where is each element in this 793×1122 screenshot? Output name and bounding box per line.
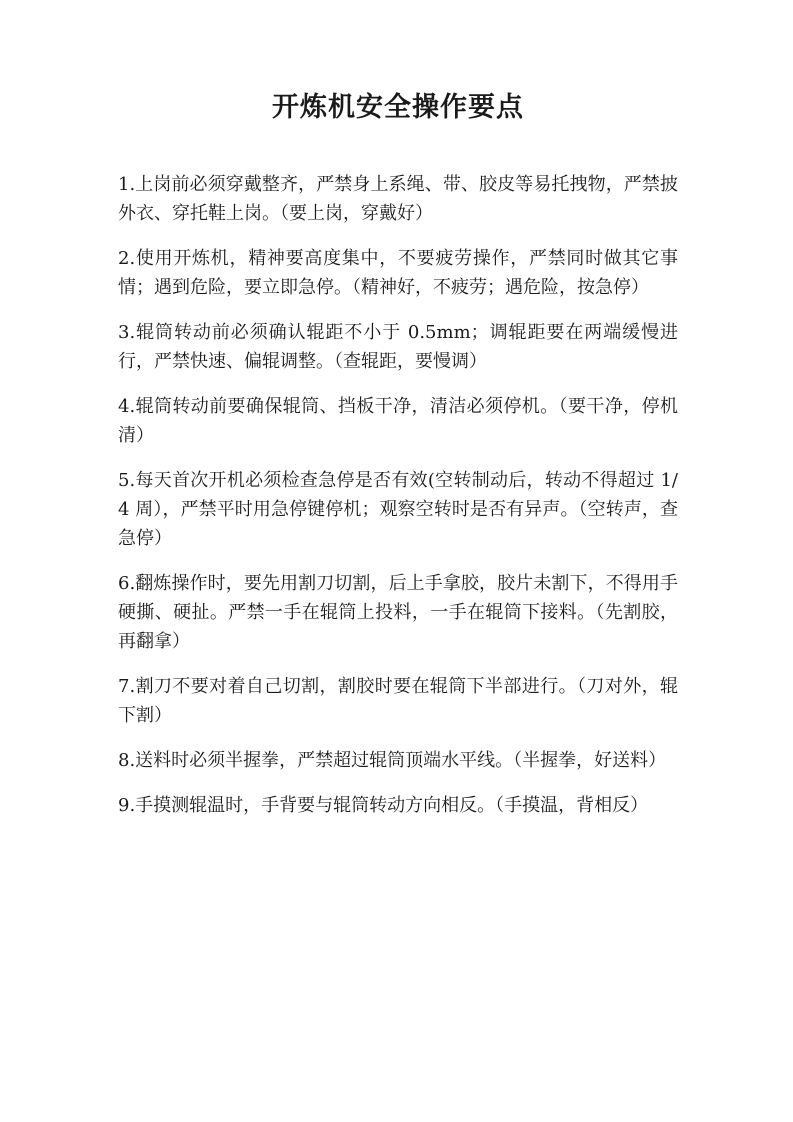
list-item: 3.辊筒转动前必须确认辊距不小于 0.5mm；调辊距要在两端缓慢进行，严禁快速、偏辊调整。（查辊距，要慢调）: [118, 322, 678, 372]
list-item: 9.手摸测辊温时，手背要与辊筒转动方向相反。（手摸温，背相反）: [118, 795, 649, 816]
list-item: 2.使用开炼机，精神要高度集中，不要疲劳操作，严禁同时做其它事情；遇到危险，要立即急停。（精神好，不疲劳；遇危险，按急停）: [118, 248, 678, 298]
safety-rules-list: [118, 170, 678, 820]
page-title: 开炼机安全操作要点: [272, 92, 524, 123]
list-item: 4.辊筒转动前要确保辊筒、挡板干净，清洁必须停机。（要干净，停机清）: [118, 396, 678, 446]
list-item: 7.割刀不要对着自己切割，割胶时要在辊筒下半部进行。（刀对外，辊下割）: [118, 676, 678, 726]
document-page: [118, 90, 678, 836]
list-item: 8.送料时必须半握拳，严禁超过辊筒顶端水平线。（半握拳，好送料）: [118, 750, 667, 771]
list-item: 5.每天首次开机必须检查急停是否有效(空转制动后，转动不得超过 1/4 周），严禁平时用急停键停机；观察空转时是否有异声。（空转声，查急停）: [118, 470, 678, 549]
list-item: 6.翻炼操作时，要先用割刀切割，后上手拿胶，胶片未割下，不得用手硬撕、硬扯。严禁一手在辊筒上投料，一手在辊筒下接料。（先割胶，再翻拿）: [118, 573, 678, 652]
list-item: 1.上岗前必须穿戴整齐，严禁身上系绳、带、胶皮等易托拽物，严禁披外衣、穿托鞋上岗。（要上岗，穿戴好）: [118, 174, 678, 224]
